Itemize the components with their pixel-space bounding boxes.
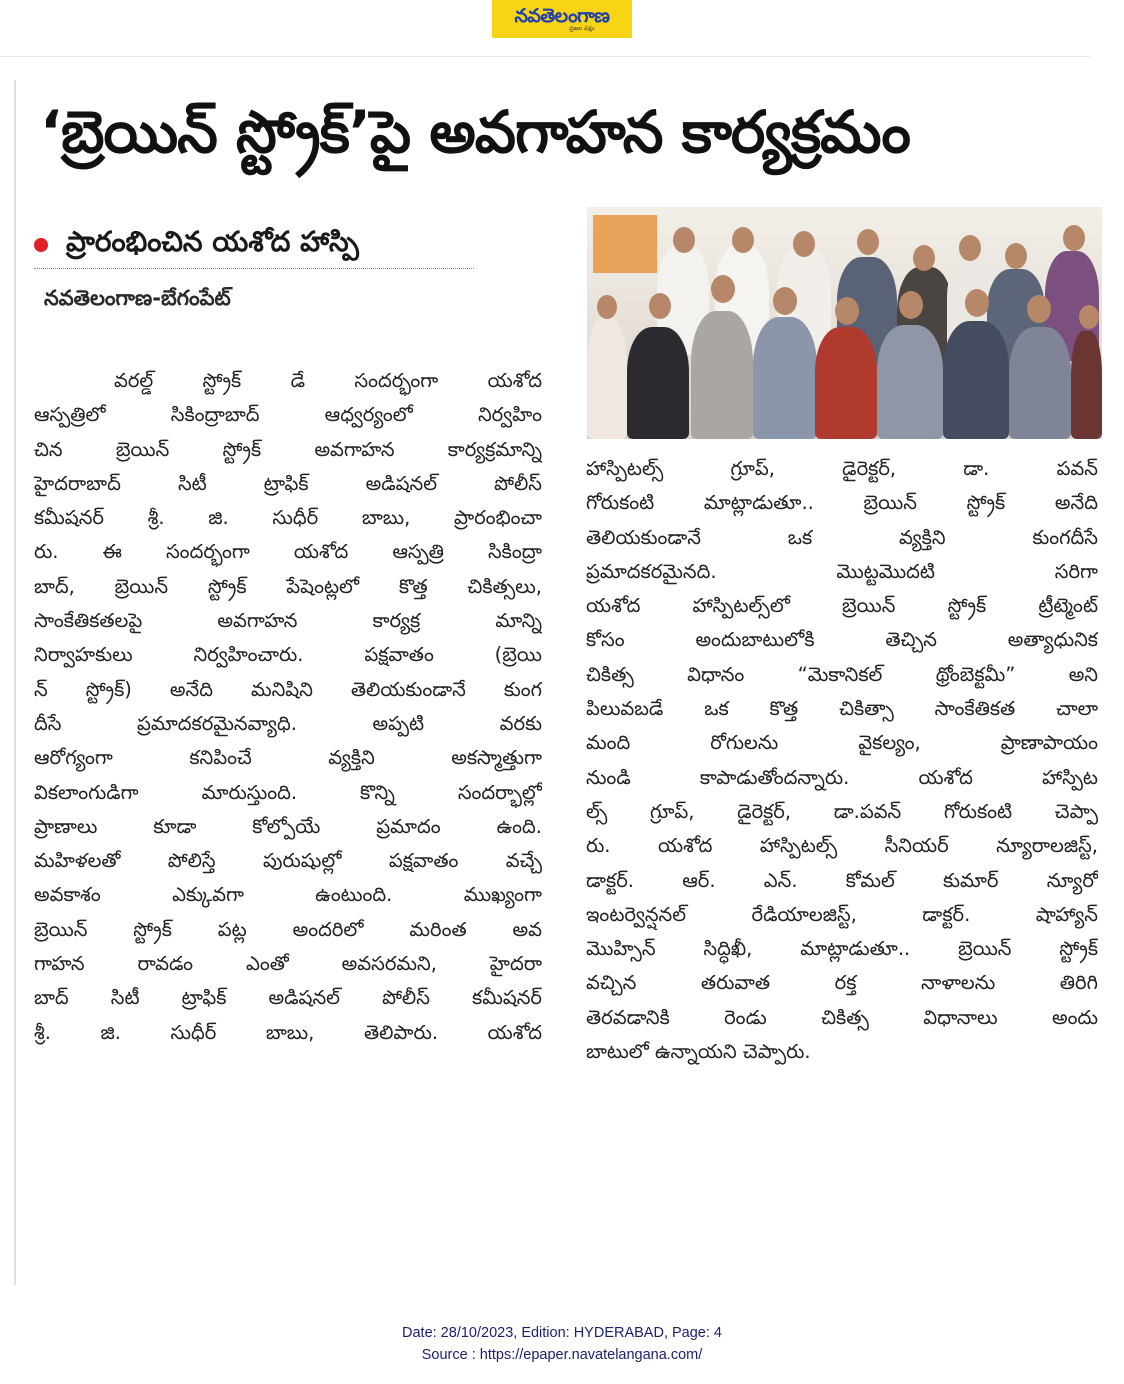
footer-date-edition: Date: 28/10/2023, Edition: HYDERABAD, Page: 4 <box>402 1325 722 1341</box>
body-line: ఆస్పత్రిలో సికింద్రాబాద్ ఆధ్వర్యంలో నిర్వహిం <box>34 403 542 427</box>
article-headline: ‘బ్రెయిన్ స్ట్రోక్’పై అవగాహన కార్యక్రమం <box>40 98 910 166</box>
body-line: మహిళలతో పోలిస్తే పురుషుల్లో పక్షవాతం వచ్చే <box>34 849 542 873</box>
body-line: గోరుకంటి మాట్లాడుతూ.. బ్రెయిన్ స్ట్రోక్ అనేది <box>586 491 1098 515</box>
body-line: శ్రీ. జి. సుధీర్ బాబు, తెలిపారు. యశోద <box>34 1020 542 1044</box>
body-line: హాస్పిటల్స్ గ్రూప్, డైరెక్టర్, డా. పవన్ <box>586 457 1098 480</box>
body-line: డాక్టర్. ఆర్. ఎన్. కోమల్ కుమార్ న్యూరో <box>586 868 1098 892</box>
body-line: దీసే ప్రమాదకరమైనవ్యాధి. అప్పటి వరకు <box>34 711 542 735</box>
body-line: ఆరోగ్యంగా కనిపించే వ్యక్తిని అకస్మాత్తుగా <box>34 746 542 770</box>
subheadline-text: ప్రారంభించిన యశోద హాస్పి <box>66 225 359 258</box>
body-line: యశోద హాస్పిటల్స్‌లో బ్రెయిన్ స్ట్రోక్ ట్రీట్మెంట్ <box>586 594 1098 618</box>
body-line: కోసం అందుబాటులోకి తెచ్చిన అత్యాధునిక <box>586 628 1098 652</box>
body-line: బాద్, బ్రెయిన్ స్ట్రోక్ పేషెంట్లలో కొత్త చికిత్సలు, <box>34 574 542 598</box>
event-banner <box>593 215 657 273</box>
body-line: మంది రోగులను వైకల్యం, ప్రాణాపాయం <box>586 731 1098 755</box>
body-line: కమీషనర్ శ్రీ. జి. సుధీర్ బాబు, ప్రారంభించా <box>34 506 542 530</box>
body-line: రు. యశోద హాస్పిటల్స్ సీనియర్ న్యూరాలజిస్ట్, <box>586 834 1098 858</box>
body-line: వచ్చిన తరువాత రక్త నాళాలను తిరిగి <box>586 971 1098 995</box>
body-line: వికలాంగుడిగా మారుస్తుంది. కొన్ని సందర్భాల్లో <box>34 780 542 804</box>
article-dateline: నవతెలంగాణ-బేగంపేట్ <box>44 286 231 310</box>
body-line: తెరవడానికి రెండు చికిత్స విధానాలు అందు <box>586 1005 1098 1029</box>
body-line: తెలియకుండానే ఒక వ్యక్తిని కుంగదీసే <box>586 525 1098 549</box>
newspaper-masthead-logo <box>492 0 632 38</box>
body-line: నుండి కాపాడుతోందన్నారు. యశోద హాస్పిట <box>586 765 1098 789</box>
article-body-right-column <box>586 452 1098 1069</box>
body-line: అవకాశం ఎక్కువగా ఉంటుంది. ముఖ్యంగా <box>34 883 542 907</box>
red-bullet-icon <box>34 238 48 252</box>
body-line: న్ స్ట్రోక్) అనేది మనిషిని తెలియకుండానే కుంగ <box>34 677 542 701</box>
body-line: పిలువబడే ఒక కొత్త చికిత్సా సాంకేతికత చాలా <box>586 697 1098 721</box>
footer-source: Source : https://epaper.navatelangana.com/ <box>421 1347 703 1363</box>
body-line: మొహ్సిన్ సిద్ధిఖీ, మాట్లాడుతూ.. బ్రెయిన్ స్ట్రోక్ <box>586 937 1098 961</box>
left-border <box>14 80 16 1285</box>
article-body-left-column <box>34 364 542 1050</box>
body-line: ప్రాణాలు కూడా కోల్పోయే ప్రమాదం ఉంది. <box>34 814 542 838</box>
body-line: బాద్ సిటీ ట్రాఫిక్ అడిషనల్ పోలీస్ కమీషనర్ <box>34 986 542 1010</box>
body-line: వరల్డ్ స్ట్రోక్ డే సందర్భంగా యశోద <box>114 369 542 392</box>
body-line: రు. ఈ సందర్భంగా యశోద ఆస్పత్రి సికింద్రా <box>34 540 542 564</box>
group-photo <box>587 207 1102 439</box>
body-line: గాహన రావడం ఎంతో అవసరమని, హైదరా <box>34 952 542 976</box>
body-line: బ్రెయిన్ స్ట్రోక్ పట్ల అందరిలో మరింత అవ <box>34 917 542 941</box>
page-footer <box>0 1322 1124 1366</box>
body-line: సాంకేతికతలపై అవగాహన కార్యక్ర మాన్ని <box>34 609 542 633</box>
masthead-name: నవతెలంగాణ <box>514 4 610 27</box>
top-divider <box>0 56 1090 57</box>
dotted-divider <box>34 268 474 269</box>
body-line: ప్రమాదకరమైనది. మొట్టమొదటి సరిగా <box>586 559 1098 583</box>
body-line: బాటులో ఉన్నాయని చెప్పారు. <box>586 1040 811 1064</box>
body-line: ల్స్ గ్రూప్, డైరెక్టర్, డా.పవన్ గోరుకంటి చెప్పా <box>586 799 1098 823</box>
body-line: చికిత్స విధానం “మెకానికల్ థ్రోంబెక్టమీ” అని <box>586 662 1098 686</box>
article-subheadline <box>34 222 474 268</box>
body-line: నిర్వాహకులు నిర్వహించారు. పక్షవాతం (బ్రెయి <box>34 643 542 667</box>
body-line: ఇంటర్వెన్షనల్ రేడియాలజిస్ట్, డాక్టర్. షాహ్యాన్ <box>586 902 1098 926</box>
masthead-tagline: ప్రజల పక్షం <box>569 24 595 32</box>
body-line: హైదరాబాద్ సిటీ ట్రాఫిక్ అడిషనల్ పోలీస్ <box>34 471 542 495</box>
body-line: చిన బ్రెయిన్ స్ట్రోక్ అవగాహన కార్యక్రమాన్ని <box>34 437 542 461</box>
